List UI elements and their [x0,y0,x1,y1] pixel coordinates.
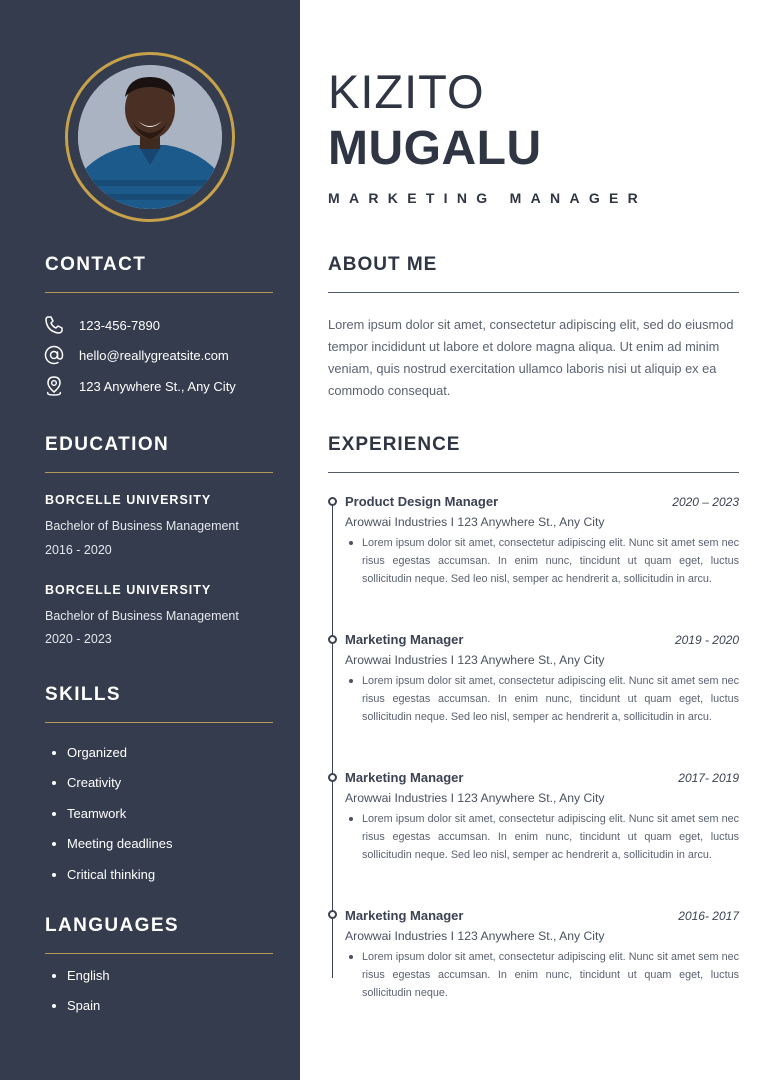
last-name: MUGALU [328,122,542,175]
experience-heading: EXPERIENCE [328,434,461,455]
experience-company: Arowwai Industries I 123 Anywhere St., Any City [345,791,605,805]
experience-dates: 2017- 2019 [678,771,739,785]
skill-item: Teamwork [52,805,173,835]
experience-title: Product Design Manager [345,494,499,509]
experience-title: Marketing Manager [345,770,464,785]
skills-list [52,744,173,896]
experience-divider [328,472,739,473]
skill-item: Meeting deadlines [52,835,173,865]
experience-description: Lorem ipsum dolor sit amet, consectetur adipiscing elit. Nunc sit amet sem nec risus egestas accumsan. In enim nunc, tincidunt ut quam eget, luctus sollicitudin neque. Sed leo nisl, semper ac hendrerit a, sollicitudin in arcu. [362,534,739,588]
skill-item: Critical thinking [52,866,173,896]
education-degree: Bachelor of Business Management [45,519,239,533]
skills-heading: SKILLS [45,684,121,705]
experience-company: Arowwai Industries I 123 Anywhere St., Any City [345,929,605,943]
contact-email: hello@reallygreatsite.com [79,347,229,363]
education-years: 2016 - 2020 [45,543,112,557]
languages-heading: LANGUAGES [45,915,179,936]
education-school: BORCELLE UNIVERSITY [45,583,212,597]
education-years: 2020 - 2023 [45,632,112,646]
experience-timeline [332,502,333,978]
experience-dates: 2016- 2017 [678,909,739,923]
main-content [300,0,763,1080]
experience-title: Marketing Manager [345,908,464,923]
experience-company: Arowwai Industries I 123 Anywhere St., Any City [345,653,605,667]
contact-divider [45,292,273,293]
profile-photo [78,65,222,209]
languages-divider [45,953,273,954]
first-name: KIZITO [328,65,485,118]
education-heading: EDUCATION [45,434,170,455]
contact-address: 123 Anywhere St., Any City [79,378,236,394]
timeline-node [328,910,337,919]
skill-item: Organized [52,744,173,774]
about-text: Lorem ipsum dolor sit amet, consectetur adipiscing elit, sed do eiusmod tempor incididunt ut labore et dolore magna aliqua. Ut enim ad minim veniam, quis nostrud exercitation ullamco laboris nisi ut aliquip ex ea commodo consequat. [328,317,734,398]
contact-email-row [43,344,229,366]
language-item: English [52,967,110,997]
profile-photo-ring [65,52,235,222]
experience-dates: 2019 - 2020 [674,633,739,647]
experience-dates: 2020 – 2023 [672,495,739,509]
contact-heading: CONTACT [45,254,147,275]
languages-list [52,967,110,1028]
contact-address-row [43,375,236,397]
sidebar [0,0,300,1080]
map-pin-icon [43,375,65,397]
skills-divider [45,722,273,723]
experience-company: Arowwai Industries I 123 Anywhere St., Any City [345,515,605,529]
experience-description: Lorem ipsum dolor sit amet, consectetur adipiscing elit. Nunc sit amet sem nec risus egestas accumsan. In enim nunc, tincidunt ut quam eget, luctus sollicitudin neque. [362,948,739,1002]
timeline-node [328,635,337,644]
avatar-illustration [78,65,222,209]
skill-item: Creativity [52,774,173,804]
phone-icon [43,314,65,336]
job-title: MARKETING MANAGER [328,190,648,206]
about-divider [328,292,739,293]
contact-phone-row [43,314,160,336]
experience-description: Lorem ipsum dolor sit amet, consectetur adipiscing elit. Nunc sit amet sem nec risus egestas accumsan. In enim nunc, tincidunt ut quam eget, luctus sollicitudin neque. Sed leo nisl, semper ac hendrerit a, sollicitudin in arcu. [362,672,739,726]
experience-title: Marketing Manager [345,632,464,647]
experience-description: Lorem ipsum dolor sit amet, consectetur adipiscing elit. Nunc sit amet sem nec risus egestas accumsan. In enim nunc, tincidunt ut quam eget, luctus sollicitudin neque. Sed leo nisl, semper ac hendrerit a, sollicitudin in arcu. [362,810,739,864]
at-sign-icon [43,344,65,366]
language-item: Spain [52,997,110,1027]
education-divider [45,472,273,473]
education-school: BORCELLE UNIVERSITY [45,493,212,507]
timeline-node [328,773,337,782]
about-heading: ABOUT ME [328,254,438,275]
contact-phone: 123-456-7890 [79,317,160,333]
timeline-node [328,497,337,506]
education-degree: Bachelor of Business Management [45,609,239,623]
